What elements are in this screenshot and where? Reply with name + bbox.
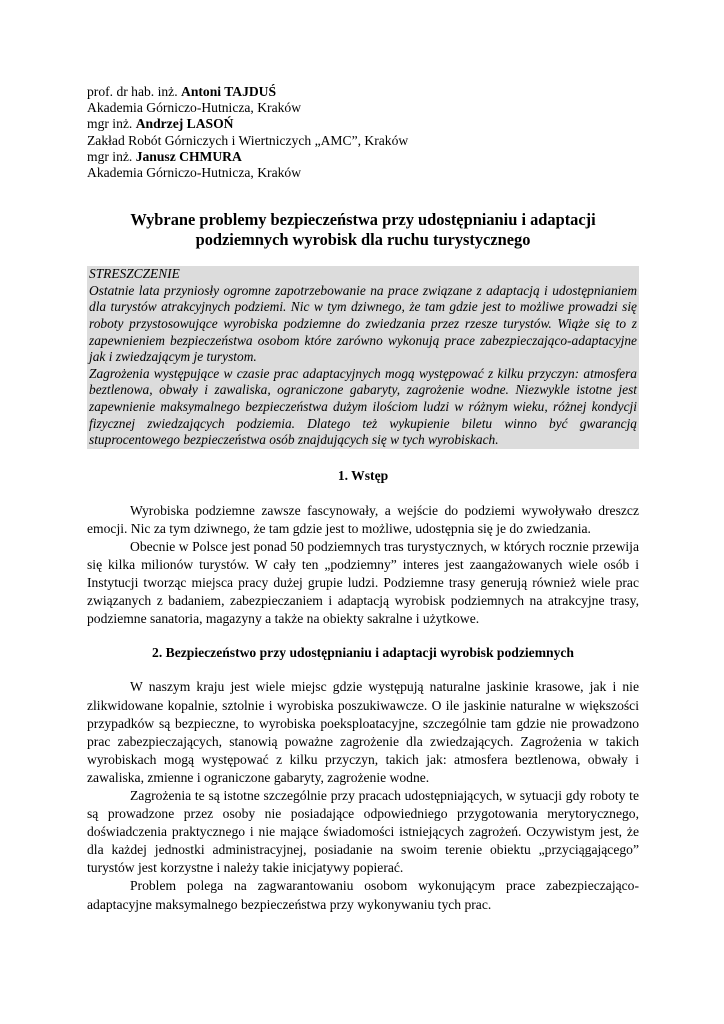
abstract-block [87,266,639,449]
paper-title-line-2: podziemnych wyrobisk dla ruchu turystycznego [195,230,531,250]
author-1-name: Antoni TAJDUŚ [181,84,277,99]
abstract-label: STRESZCZENIE [89,266,180,282]
author-2 [87,116,639,132]
author-3-affiliation: Akademia Górniczo-Hutnicza, Kraków [87,165,302,181]
author-2-title: mgr inż. [87,116,136,132]
author-1-title: prof. dr hab. inż. [87,84,181,99]
document-page [87,84,639,914]
section-heading-1: 1. Wstęp [337,467,389,483]
author-3 [87,149,639,165]
section-2-paragraph-2: Zagrożenia te są istotne szczególnie przy pracach udostępniających, w sytuacji gdy roboty te są prowadzone przez osoby nie posiadające odpowiedniego przygotowania merytorycznego, doświadczenia praktycznego i nie mające świadomości istniejących zagrożeń. Oczywistym jest, że dla każdej jednostki administracyjnej, posiadanie na swoim terenie obiektu „przyciągającego” turystów jest korzystne i należy takie inicjatywy popierać. [87,787,639,876]
abstract-paragraph-1: Ostatnie lata przyniosły ogromne zapotrzebowanie na prace związane z adaptacją i udostępnianiem dla turystów atrakcyjnych podziemi. Nic w tym dziwnego, że tam gdzie jest to możliwe prowadzi się roboty przystosowujące wyrobiska podziemne do zwiedzania przez rzesze turystów. Wiąże się to z zapewnieniem bezpieczeństwa osobom które zarówno wykonują prace zabezpieczająco-adaptacyjne jak i zwiedzającym je turystom. [89,282,637,365]
section-1-paragraph-2: Obecnie w Polsce jest ponad 50 podziemnych tras turystycznych, w których rocznie przewija się kilka milionów turystów. W cały ten „podziemny” interes jest zaangażowanych wiele osób i Instytucji tworząc miejsca pracy dużej grupie ludzi. Podziemne trasy generują również wiele prac związanych z badaniem, zabezpieczaniem i adaptacją wyrobisk podziemnych na atrakcyjne trasy, podziemne sanatoria, magazyny a także na obiekty sakralne i użytkowe. [87,538,639,627]
author-2-name: Andrzej LASOŃ [135,116,234,132]
author-1 [87,84,639,100]
author-1-affiliation: Akademia Górniczo-Hutnicza, Kraków [87,100,302,116]
paper-title-line-1: Wybrane problemy bezpieczeństwa przy udostępnianiu i adaptacji [130,210,596,230]
author-3-name: Janusz CHMURA [135,148,242,164]
author-2-affiliation: Zakład Robót Górniczych i Wiertniczych „AMC”, Kraków [87,132,409,148]
section-1-paragraph-1: Wyrobiska podziemne zawsze fascynowały, a wejście do podziemi wywoływało dreszcz emocji. Nic za tym dziwnego, że tam gdzie jest to możliwe, udostępnia się je do zwiedzania. [87,502,639,536]
section-heading-2: 2. Bezpieczeństwo przy udostępnianiu i adaptacji wyrobisk podziemnych [152,645,574,661]
author-3-title: mgr inż. [87,148,136,164]
section-1-body [87,502,639,629]
section-2-paragraph-3: Problem polega na zagwarantowaniu osobom wykonującym prace zabezpieczająco-adaptacyjne maksymalnego bezpieczeństwa przy wykonywaniu tych prac. [87,878,639,912]
section-2-paragraph-1: W naszym kraju jest wiele miejsc gdzie występują naturalne jaskinie krasowe, jak i nie zlikwidowane kopalnie, sztolnie i wyrobiska poszukiwawcze. O ile jaskinie naturalne w większości przypadków są bezpieczne, to wyrobiska poeksploatacyjne, szczególnie tam gdzie nie prowadzono prac zabezpieczających, stanowią poważne zagrożenie dla zwiedzających. Zagrożenia w takich wyrobiskach mogą występować z kilku przyczyn, takich jak: atmosfera beztlenowa, obwały i zawaliska, zmienne i ograniczone gabaryty, zagrożenie wodne. [87,679,639,785]
abstract-paragraph-2: Zagrożenia występujące w czasie prac adaptacyjnych mogą występować z kilku przyczyn: atmosfera beztlenowa, obwały i zawaliska, ograniczone gabaryty, zagrożenie wodne. Niezwykle istotne jest zapewnienie maksymalnego bezpieczeństwa dużym ilościom ludzi w różnym wieku, różnej kondycji fizycznej zwiedzających podziemia. Dlatego też wykupienie biletu winno być gwarancją stuprocentowego bezpieczeństwa osób znajdujących się w tych wyrobiskach. [89,365,637,448]
author-block [87,84,639,181]
paper-title [87,210,639,250]
section-2-body [87,678,639,913]
